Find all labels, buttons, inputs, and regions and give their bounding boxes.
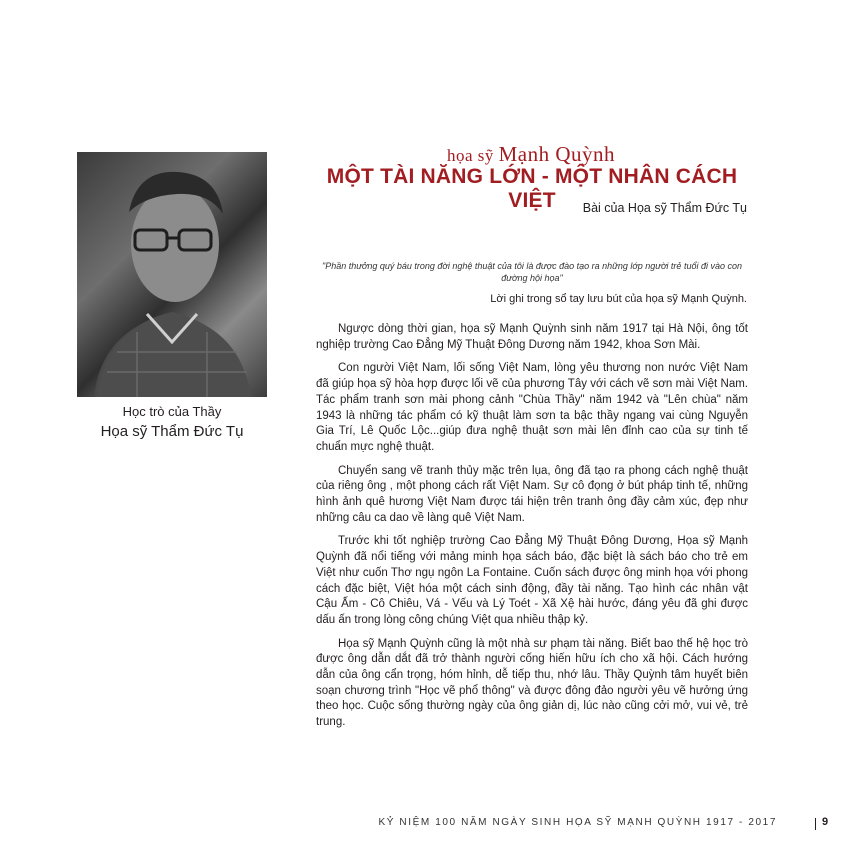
kicker-name: Mạnh Quỳnh <box>498 142 616 166</box>
photo-caption-name: Họa sỹ Thẩm Đức Tụ <box>100 423 244 440</box>
kicker-prefix: họa sỹ <box>446 146 499 165</box>
epigraph-source: Lời ghi trong sổ tay lưu bút của họa sỹ Mạnh Quỳnh. <box>490 293 747 305</box>
footer-title: KỶ NIỆM 100 NĂM NGÀY SINH HỌA SỸ MẠNH QUỲNH 1917 - 2017 <box>378 817 777 828</box>
page-number: 9 <box>822 816 829 828</box>
epigraph-quote: "Phần thưởng quý báu trong đời nghệ thuật của tôi là được đào tạo ra những lớp người trẻ tuổi đi vào con đường hội họa" <box>322 261 742 283</box>
portrait-photo <box>77 152 267 397</box>
portrait-illustration <box>77 152 267 397</box>
paragraph: Trước khi tốt nghiệp trường Cao Đẳng Mỹ Thuật Đông Dương, Họa sỹ Mạnh Quỳnh đã nổi tiếng với mảng minh họa sách báo, đặc biệt là sách báo cho trẻ em Việt như cuốn Thơ ngụ ngôn La Fontaine. Cuốn sách được ông minh họa với phong cách đặc biệt, Việt hóa một cách sinh động, đầy tài năng. Tạo hình các nhân vật Cậu Ấm - Cô Chiêu, Vá - Vếu và Lý Toét - Xã Xệ hài hước, đáng yêu đã ghi được dấu ấn trong lòng công chúng Việt qua nhiều thập kỷ. <box>316 535 748 626</box>
paragraph: Chuyển sang vẽ tranh thủy mặc trên lụa, ông đã tạo ra phong cách nghệ thuật của riêng ông , một phong cách rất Việt Nam. Sự cô đọng ở bút pháp tinh tế, những hình ảnh quê hương Việt Nam được tái hiện trên tranh ông đầy cảm xúc, đẹp như những câu ca dao về làng quê Việt Nam. <box>316 464 748 524</box>
footer-divider <box>815 818 816 830</box>
paragraph: Ngược dòng thời gian, họa sỹ Mạnh Quỳnh sinh năm 1917 tại Hà Nội, ông tốt nghiệp trường Cao Đẳng Mỹ Thuật Đông Dương năm 1942, khoa Sơn Mài. <box>316 323 748 351</box>
article-byline: Bài của Họa sỹ Thẩm Đức Tụ <box>582 201 747 215</box>
paragraph: Con người Việt Nam, lối sống Việt Nam, lòng yêu thương non nước Việt Nam đã giúp họa sỹ hòa hợp được lối vẽ của phương Tây với cách vẽ sơn mài Việt Nam. Tác phẩm tranh sơn mài phong cảnh "Chùa Thầy" năm 1942 và "Lên chùa" năm 1943 là những tác phẩm có kỹ thuật làm sơn ta bậc thầy ngang vai cùng Nguyễn Gia Trí, Lê Quốc Lộc...giúp đưa nghệ thuật sơn mài lên đỉnh cao của sự tinh tế chuẩn mực nghệ thuật. <box>316 362 748 453</box>
photo-caption-role: Học trò của Thầy <box>122 404 222 419</box>
paragraph: Họa sỹ Mạnh Quỳnh cũng là một nhà sư phạm tài năng. Biết bao thế hệ học trò được ông dẫn dắt đã trở thành người cống hiến hữu ích cho xã hội. Cách hướng dẫn của ông cẩn trọng, hóm hỉnh, dễ tiếp thu, nhớ lâu. Thầy Quỳnh tâm huyết biên soạn chương trình "Học vẽ phổ thông" và được đông đảo người yêu vẽ hưởng ứng theo học. Cuộc sống thường ngày của ông giản dị, lúc nào cũng cởi mở, vui vẻ, trẻ trung. <box>316 637 748 729</box>
article-body <box>316 322 748 739</box>
article-kicker <box>316 142 746 167</box>
article-title: MỘT TÀI NĂNG LỚN - MỘT NHÂN CÁCH VIỆT <box>326 165 738 212</box>
